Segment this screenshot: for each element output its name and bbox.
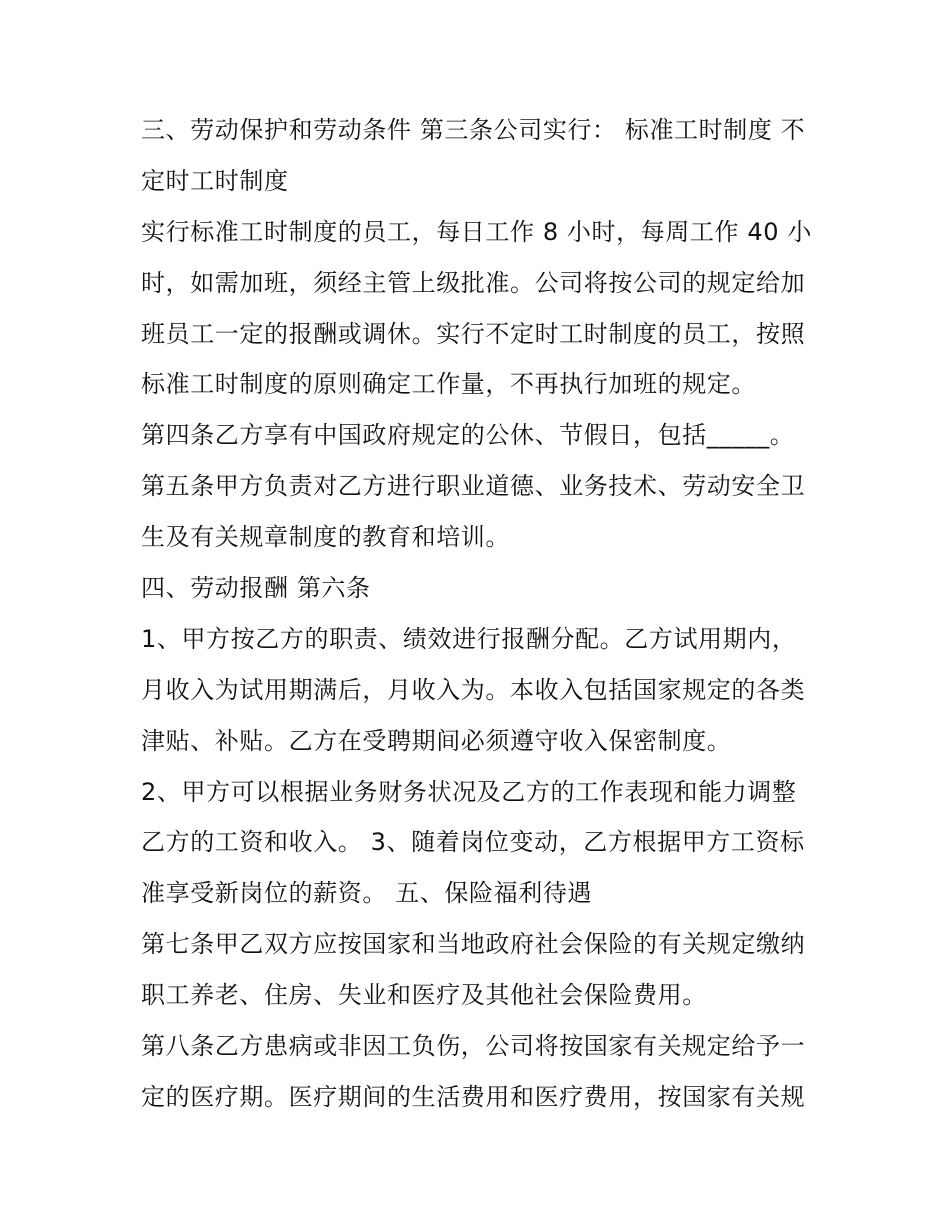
text-line: 三、劳动保护和劳动条件 第三条公司实行： 标准工时制度 不	[141, 116, 806, 144]
text-line: 实行标准工时制度的员工，每日工作 8 小时，每周工作 40 小	[141, 217, 812, 246]
text-line: 津贴、补贴。乙方在受聘期间必须遵守收入保密制度。	[141, 726, 732, 755]
text-line: 四、劳动报酬 第六条	[141, 574, 371, 603]
text-line: 生及有关规章制度的教育和培训。	[141, 523, 510, 552]
text-line: 职工养老、住房、失业和医疗及其他社会保险费用。	[141, 981, 707, 1010]
text-line: 第四条乙方享有中国政府规定的公休、节假日，包括_____。	[141, 421, 795, 450]
contract-body-text	[141, 105, 813, 1123]
text-line: 第五条甲方负责对乙方进行职业道德、业务技术、劳动安全卫	[141, 472, 806, 501]
text-line: 定的医疗期。医疗期间的生活费用和医疗费用，按国家有关规	[141, 1082, 806, 1111]
text-line: 乙方的工资和收入。 3、随着岗位变动，乙方根据甲方工资标	[141, 828, 805, 857]
text-line: 定时工时制度	[141, 166, 289, 195]
text-line: 月收入为试用期满后，月收入为。本收入包括国家规定的各类	[141, 675, 806, 704]
text-line: 第八条乙方患病或非因工负伤，公司将按国家有关规定给予一	[141, 1032, 806, 1061]
text-line: 准享受新岗位的薪资。 五、保险福利待遇	[141, 879, 593, 908]
text-line: 第七条甲乙双方应按国家和当地政府社会保险的有关规定缴纳	[141, 930, 806, 959]
text-line: 1、甲方按乙方的职责、绩效进行报酬分配。乙方试用期内，	[141, 624, 797, 653]
text-line: 时，如需加班，须经主管上级批准。公司将按公司的规定给加	[141, 268, 806, 297]
text-line: 2、甲方可以根据业务财务状况及乙方的工作表现和能力调整	[141, 777, 797, 806]
text-line: 班员工一定的报酬或调休。实行不定时工时制度的员工，按照	[141, 319, 806, 348]
text-line: 标准工时制度的原则确定工作量，不再执行加班的规定。	[141, 370, 756, 399]
